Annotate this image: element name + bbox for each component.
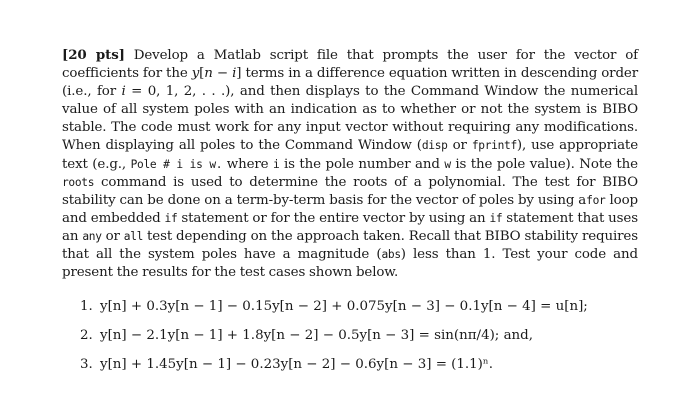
paragraph-text: − bbox=[212, 66, 233, 82]
paragraph-text: is the pole value). Note the bbox=[450, 156, 638, 172]
math-variable: y bbox=[191, 66, 200, 82]
code-text: if bbox=[164, 211, 178, 225]
test-case-number: 1. bbox=[80, 299, 93, 315]
math-variable: i bbox=[121, 84, 126, 100]
paragraph-text: Develop a Matlab script file that prompts the user for the vector of coefficients for the bbox=[62, 48, 639, 82]
code-text: if bbox=[489, 211, 503, 225]
paragraph-text: ] terms in a difference equation written in descending order (i.e., for bbox=[62, 66, 638, 100]
math-variable: i bbox=[232, 66, 237, 82]
code-text: for bbox=[586, 193, 606, 207]
paragraph-text: = 0, 1, 2, . . .), and then displays to the Command Window the numerical value of all system poles with an indication as to whether or not the system is BIBO stable. The code must work for any input vector without requiring any modifications. When displaying all poles to the Command Window ( bbox=[62, 84, 638, 154]
test-case-2 bbox=[80, 327, 638, 345]
code-text: any bbox=[82, 229, 102, 243]
code-text: i bbox=[273, 157, 280, 171]
test-case-number: 2. bbox=[80, 328, 93, 344]
test-case-number: 3. bbox=[80, 357, 93, 373]
code-text: disp bbox=[421, 139, 448, 153]
test-case-equation: y[n] + 0.3y[n − 1] − 0.15y[n − 2] + 0.075y[n − 3] − 0.1y[n − 4] = u[n]; bbox=[100, 299, 588, 315]
code-text: abs bbox=[381, 248, 401, 262]
problem-document bbox=[62, 46, 638, 385]
paragraph-text: or bbox=[447, 138, 472, 154]
paragraph-text: command is used to determine the roots of a polynomial. The test for BIBO stability can be done on a term-by-term basis for the vector of poles by using a bbox=[62, 174, 638, 208]
paragraph-text: statement that uses an bbox=[62, 210, 638, 244]
problem-paragraph bbox=[62, 46, 638, 282]
paragraph-text: statement or for the entire vector by using an bbox=[177, 210, 490, 226]
paragraph-text: or bbox=[101, 228, 124, 244]
test-case-equation: y[n] − 2.1y[n − 1] + 1.8y[n − 2] − 0.5y[n − 3] = sin(nπ/4); and, bbox=[100, 328, 534, 344]
test-case-list bbox=[62, 298, 638, 374]
test-case-3 bbox=[80, 356, 638, 374]
test-case-equation: y[n] + 1.45y[n − 1] − 0.23y[n − 2] − 0.6y[n − 3] = (1.1)ⁿ. bbox=[100, 357, 493, 373]
points-label: [20 pts] bbox=[62, 47, 125, 63]
paragraph-text: ), use appropriate text (e.g., bbox=[62, 138, 638, 172]
paragraph-text: where bbox=[222, 156, 273, 172]
paragraph-text: ) less than 1. Test your code and present the results for the test cases shown below. bbox=[62, 247, 638, 281]
paragraph-text: loop and embedded bbox=[62, 192, 639, 226]
code-text: all bbox=[123, 229, 144, 243]
code-text: roots bbox=[62, 175, 95, 189]
test-case-1 bbox=[80, 298, 638, 316]
code-text: w bbox=[444, 157, 451, 171]
math-variable: n bbox=[204, 66, 213, 82]
code-text: Pole # i is w. bbox=[130, 157, 223, 171]
paragraph-text: test depending on the approach taken. Recall that BIBO stability requires that all the system poles have a magnitude ( bbox=[62, 228, 638, 263]
paragraph-text: [ bbox=[199, 66, 205, 82]
code-text: fprintf bbox=[471, 139, 517, 153]
paragraph-text: is the pole number and bbox=[279, 156, 445, 172]
